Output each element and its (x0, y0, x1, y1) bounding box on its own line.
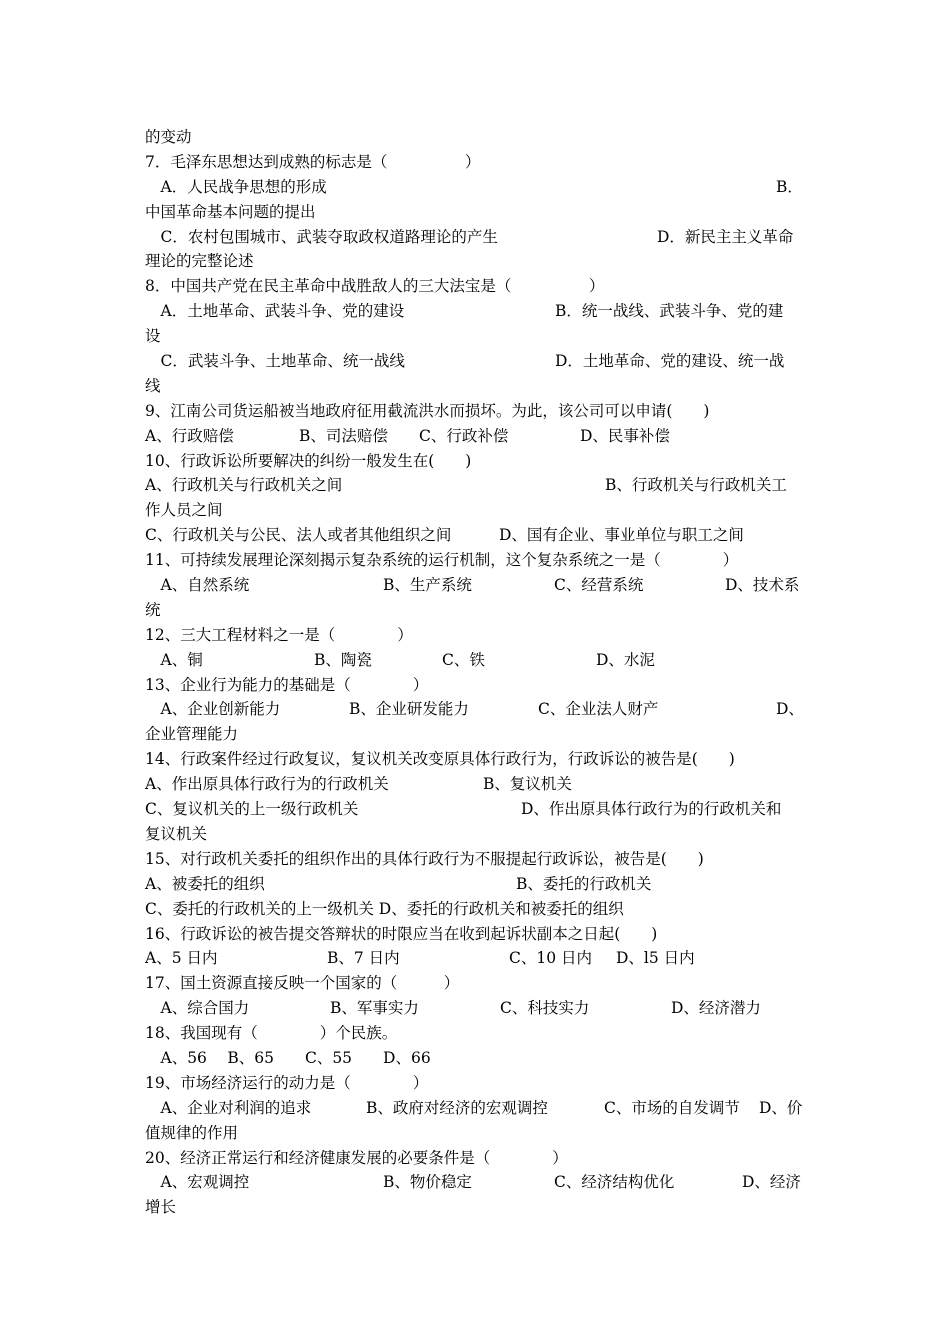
question-9 (145, 399, 807, 424)
question-text: 19、市场经济运行的动力是（ ） (145, 1073, 429, 1092)
option-d: D、 (776, 700, 804, 719)
text-segment: 的变动 (145, 128, 192, 146)
option-c: C、科技实力 (500, 999, 590, 1018)
options-line (145, 349, 807, 374)
question-text: 11、可持续发展理论深刻揭示复杂系统的运行机制，这个复杂系统之一是（ ） (145, 551, 739, 570)
question-16 (145, 922, 807, 947)
question-text: 9、江南公司货运船被当地政府征用截流洪水而损坏。为此，该公司可以申请( ) (145, 401, 710, 420)
text-segment: 中国革命基本问题的提出 (145, 202, 316, 221)
text-segment: 作人员之间 (145, 501, 223, 520)
options-line (145, 473, 807, 498)
option-b: B、委托的行政机关 (516, 874, 652, 893)
question-15 (145, 847, 807, 872)
options-line (145, 648, 807, 673)
text-segment: 统 (145, 600, 161, 619)
question-18 (145, 1021, 807, 1046)
option-b: B、司法赔偿 (299, 426, 388, 445)
text-line (145, 249, 807, 274)
option-a: A、企业创新能力 (145, 700, 281, 719)
option-b: B、7 日内 (327, 949, 400, 968)
options-line (145, 225, 807, 250)
option-a: A、作出原具体行政行为的行政机关 (145, 775, 389, 794)
option-c: C、经营系统 (554, 576, 644, 595)
question-text: 16、行政诉讼的被告提交答辩状的时限应当在收到起诉状副本之日起( ) (145, 924, 658, 943)
question-text: 8．中国共产党在民主革命中战胜敌人的三大法宝是（ ） (145, 277, 605, 296)
question-20 (145, 1146, 807, 1171)
question-10 (145, 449, 807, 474)
options-line (145, 573, 807, 598)
question-text: 17、国土资源直接反映一个国家的（ ） (145, 974, 460, 993)
text-segment: 增长 (145, 1198, 177, 1217)
text-line (145, 374, 807, 399)
question-text: 14、行政案件经过行政复议，复议机关改变原具体行政行为，行政诉讼的被告是( ) (145, 750, 735, 769)
option-a: A、行政赔偿 (145, 426, 234, 445)
text-segment: 值规律的作用 (145, 1123, 239, 1142)
question-11 (145, 548, 807, 573)
option-a: A、自然系统 (145, 576, 250, 595)
option-d: D、水泥 (596, 650, 655, 669)
option-c: C、行政机关与公民、法人或者其他组织之间 (145, 526, 452, 545)
question-text: 12、三大工程材料之一是（ ） (145, 625, 413, 644)
question-text: 20、经济正常运行和经济健康发展的必要条件是（ ） (145, 1148, 568, 1167)
option-d: D、国有企业、事业单位与职工之间 (499, 526, 744, 545)
options-line (145, 1170, 807, 1195)
options-line (145, 872, 807, 897)
text-segment: 理论的完整论述 (145, 252, 254, 271)
option-d: D、作出原具体行政行为的行政机关和 (521, 800, 782, 819)
question-text: 15、对行政机关委托的组织作出的具体行政行为不服提起行政诉讼，被告是( ) (145, 849, 704, 868)
question-text: 7．毛泽东思想达到成熟的标志是（ ） (145, 152, 481, 171)
option-c: C、铁 (442, 650, 485, 669)
option-c: C、10 日内 (509, 949, 593, 968)
option-d: D．新民主主义革命 (657, 227, 794, 246)
option-a: A．人民战争思想的形成 (145, 177, 327, 196)
options-line (145, 1096, 807, 1121)
option-c-d: C、委托的行政机关的上一级机关 D、委托的行政机关和被委托的组织 (145, 899, 624, 918)
options-line (145, 299, 807, 324)
question-17 (145, 971, 807, 996)
options-line (145, 996, 807, 1021)
question-19 (145, 1071, 807, 1096)
option-d: D、民事补偿 (580, 426, 670, 445)
option-b: B、物价稳定 (383, 1173, 472, 1192)
option-c: C、企业法人财产 (538, 700, 659, 719)
question-text: 13、企业行为能力的基础是（ ） (145, 675, 429, 694)
question-text: 10、行政诉讼所要解决的纠纷一般发生在( ) (145, 451, 472, 470)
option-b: B． (776, 177, 803, 196)
option-d: D、经济潜力 (671, 999, 761, 1018)
option-a: A、综合国力 (145, 999, 250, 1018)
option-b: B、军事实力 (330, 999, 419, 1018)
option-b: B、陶瓷 (314, 650, 372, 669)
option-a: A、企业对利润的追求 (145, 1098, 312, 1117)
option-b: B、复议机关 (483, 775, 572, 794)
option-c: C．武装斗争、土地革命、统一战线 (145, 352, 405, 371)
option-b: B、企业研发能力 (349, 700, 469, 719)
options-line (145, 1046, 807, 1071)
option-b: B、行政机关与行政机关工 (605, 476, 787, 495)
text-segment: 企业管理能力 (145, 725, 239, 744)
option-b: B、生产系统 (383, 576, 472, 595)
options-line (145, 897, 807, 922)
option-c: C．农村包围城市、武装夺取政权道路理论的产生 (145, 227, 498, 246)
option-c: C、复议机关的上一级行政机关 (145, 800, 359, 819)
text-segment: 线 (145, 376, 161, 395)
options-line (145, 797, 807, 822)
text-line (145, 722, 807, 747)
option-c: C、行政补偿 (419, 426, 509, 445)
option-a: A、5 日内 (145, 949, 218, 968)
option-d: D、价 (759, 1098, 803, 1117)
option-d: D、l5 日内 (616, 949, 695, 968)
option-b: B．统一战线、武装斗争、党的建 (555, 302, 784, 321)
option-b: B、政府对经济的宏观调控 (366, 1098, 548, 1117)
text-line (145, 598, 807, 623)
question-13 (145, 673, 807, 698)
question-14 (145, 747, 807, 772)
text-line (145, 125, 807, 150)
option-c: C、市场的自发调节 (604, 1098, 740, 1117)
options-text: A、56 B、65 C、55 D、66 (145, 1048, 431, 1067)
option-a: A．土地革命、武装斗争、党的建设 (145, 302, 405, 321)
option-d: D．土地革命、党的建设、统一战 (555, 352, 785, 371)
document-page (145, 125, 807, 1220)
option-a: A、宏观调控 (145, 1173, 250, 1192)
text-line (145, 200, 807, 225)
text-line (145, 822, 807, 847)
option-d: D、技术系 (725, 576, 800, 595)
options-line (145, 175, 807, 200)
options-line (145, 697, 807, 722)
text-line (145, 498, 807, 523)
options-line (145, 424, 807, 449)
options-line (145, 772, 807, 797)
question-12 (145, 623, 807, 648)
question-text: 18、我国现有（ ）个民族。 (145, 1024, 398, 1043)
text-line (145, 1121, 807, 1146)
question-8 (145, 274, 807, 299)
option-a: A、铜 (145, 650, 203, 669)
text-segment: 复议机关 (145, 824, 208, 843)
options-line (145, 523, 807, 548)
text-line (145, 1195, 807, 1220)
question-7 (145, 150, 807, 175)
option-a: A、行政机关与行政机关之间 (145, 476, 343, 495)
option-a: A、被委托的组织 (145, 874, 265, 893)
option-c: C、经济结构优化 (554, 1173, 675, 1192)
options-line (145, 946, 807, 971)
option-d: D、经济 (742, 1173, 801, 1192)
text-line (145, 324, 807, 349)
text-segment: 设 (145, 327, 161, 346)
